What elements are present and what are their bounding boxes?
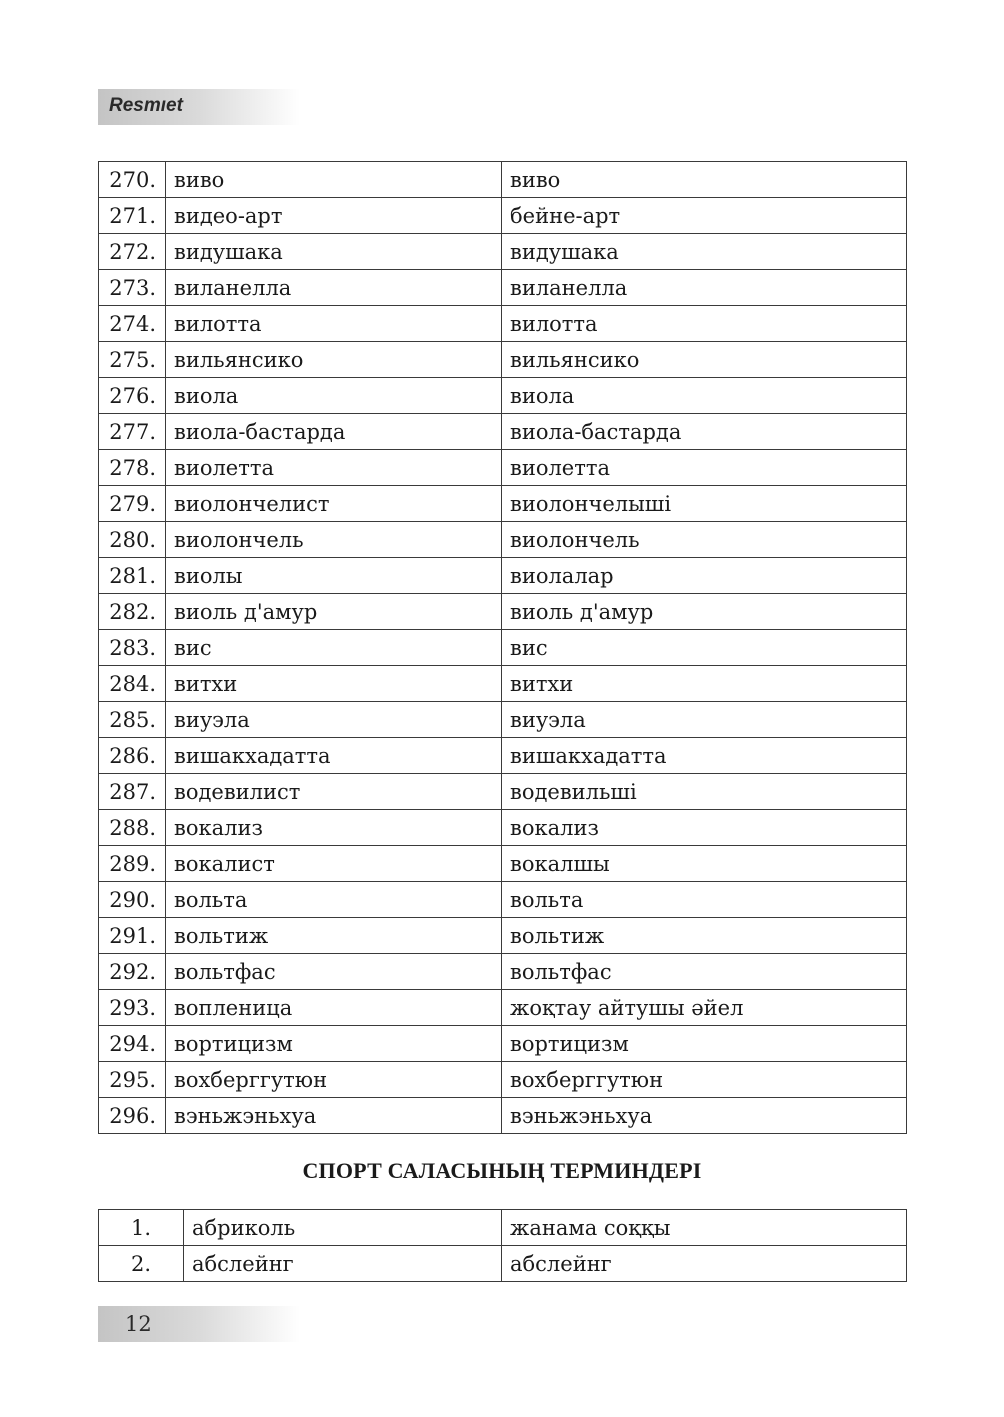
table-row xyxy=(99,486,907,522)
term-kazakh: жоқтау айтушы әйел xyxy=(502,990,907,1026)
term-russian: виоль д'амур xyxy=(166,594,502,630)
term-kazakh: вис xyxy=(502,630,907,666)
term-kazakh: виола xyxy=(502,378,907,414)
table-row xyxy=(99,522,907,558)
row-number: 286. xyxy=(99,738,166,774)
term-kazakh: вольта xyxy=(502,882,907,918)
row-number: 294. xyxy=(99,1026,166,1062)
row-number: 282. xyxy=(99,594,166,630)
term-kazakh: водевильші xyxy=(502,774,907,810)
table-row xyxy=(99,594,907,630)
term-russian: абслейнг xyxy=(184,1246,502,1282)
term-kazakh: виво xyxy=(502,162,907,198)
row-number: 272. xyxy=(99,234,166,270)
term-russian: вокализ xyxy=(166,810,502,846)
section-title: СПОРТ САЛАСЫНЫҢ ТЕРМИНДЕРІ xyxy=(302,1158,702,1183)
term-kazakh: виланелла xyxy=(502,270,907,306)
term-kazakh: виола-бастарда xyxy=(502,414,907,450)
row-number: 289. xyxy=(99,846,166,882)
table-row xyxy=(99,774,907,810)
row-number: 276. xyxy=(99,378,166,414)
term-kazakh: вокалшы xyxy=(502,846,907,882)
table-row xyxy=(99,198,907,234)
row-number: 270. xyxy=(99,162,166,198)
table-row xyxy=(99,666,907,702)
table-row xyxy=(99,918,907,954)
main-terms-table xyxy=(98,161,907,1134)
term-russian: вилотта xyxy=(166,306,502,342)
term-russian: абриколь xyxy=(184,1210,502,1246)
term-kazakh: виолончелыші xyxy=(502,486,907,522)
row-number: 1. xyxy=(99,1210,184,1246)
table-row xyxy=(99,414,907,450)
term-russian: виолетта xyxy=(166,450,502,486)
term-kazakh: вортицизм xyxy=(502,1026,907,1062)
term-russian: вольтфас xyxy=(166,954,502,990)
row-number: 273. xyxy=(99,270,166,306)
term-russian: вокалист xyxy=(166,846,502,882)
row-number: 275. xyxy=(99,342,166,378)
term-kazakh: виолончель xyxy=(502,522,907,558)
term-russian: виола-бастарда xyxy=(166,414,502,450)
row-number: 280. xyxy=(99,522,166,558)
term-russian: видео-арт xyxy=(166,198,502,234)
term-kazakh: бейне-арт xyxy=(502,198,907,234)
table-row xyxy=(99,1210,907,1246)
term-russian: виолончелист xyxy=(166,486,502,522)
term-kazakh: виолетта xyxy=(502,450,907,486)
table-row xyxy=(99,1246,907,1282)
table-row xyxy=(99,738,907,774)
row-number: 2. xyxy=(99,1246,184,1282)
table-row xyxy=(99,810,907,846)
row-number: 287. xyxy=(99,774,166,810)
row-number: 277. xyxy=(99,414,166,450)
table-row xyxy=(99,558,907,594)
table-row xyxy=(99,846,907,882)
table-row xyxy=(99,702,907,738)
row-number: 283. xyxy=(99,630,166,666)
term-kazakh: виуэла xyxy=(502,702,907,738)
table-row xyxy=(99,954,907,990)
term-russian: вэньжэньхуа xyxy=(166,1098,502,1134)
table-row xyxy=(99,342,907,378)
table-row xyxy=(99,450,907,486)
row-number: 279. xyxy=(99,486,166,522)
footer-band xyxy=(98,1306,300,1342)
row-number: 285. xyxy=(99,702,166,738)
row-number: 271. xyxy=(99,198,166,234)
table-row xyxy=(99,234,907,270)
term-kazakh: вильянсико xyxy=(502,342,907,378)
table-row xyxy=(99,162,907,198)
table-row xyxy=(99,630,907,666)
row-number: 274. xyxy=(99,306,166,342)
term-russian: видушака xyxy=(166,234,502,270)
term-russian: виола xyxy=(166,378,502,414)
term-kazakh: вэньжэньхуа xyxy=(502,1098,907,1134)
term-russian: вильянсико xyxy=(166,342,502,378)
term-kazakh: вокализ xyxy=(502,810,907,846)
term-kazakh: абслейнг xyxy=(502,1246,907,1282)
term-russian: вохберггутюн xyxy=(166,1062,502,1098)
table-row xyxy=(99,1026,907,1062)
term-russian: виолончель xyxy=(166,522,502,558)
row-number: 290. xyxy=(99,882,166,918)
row-number: 296. xyxy=(99,1098,166,1134)
header-label: Resmıet xyxy=(109,95,183,116)
term-russian: вишакхадатта xyxy=(166,738,502,774)
term-kazakh: жанама соққы xyxy=(502,1210,907,1246)
row-number: 278. xyxy=(99,450,166,486)
table-row xyxy=(99,990,907,1026)
term-kazakh: виолалар xyxy=(502,558,907,594)
row-number: 284. xyxy=(99,666,166,702)
term-russian: виолы xyxy=(166,558,502,594)
term-russian: вопленица xyxy=(166,990,502,1026)
term-kazakh: вохберггутюн xyxy=(502,1062,907,1098)
term-kazakh: вольтфас xyxy=(502,954,907,990)
term-russian: виуэла xyxy=(166,702,502,738)
term-russian: вис xyxy=(166,630,502,666)
table-row xyxy=(99,378,907,414)
term-russian: виланелла xyxy=(166,270,502,306)
row-number: 288. xyxy=(99,810,166,846)
term-russian: вортицизм xyxy=(166,1026,502,1062)
table-row xyxy=(99,1098,907,1134)
term-russian: вольта xyxy=(166,882,502,918)
term-kazakh: видушака xyxy=(502,234,907,270)
table-row xyxy=(99,1062,907,1098)
term-russian: водевилист xyxy=(166,774,502,810)
row-number: 291. xyxy=(99,918,166,954)
row-number: 295. xyxy=(99,1062,166,1098)
term-russian: вольтиж xyxy=(166,918,502,954)
term-kazakh: вольтиж xyxy=(502,918,907,954)
page-number: 12 xyxy=(125,1312,152,1336)
term-kazakh: вилотта xyxy=(502,306,907,342)
term-kazakh: витхи xyxy=(502,666,907,702)
term-russian: витхи xyxy=(166,666,502,702)
table-row xyxy=(99,306,907,342)
header-band xyxy=(98,89,300,125)
table-row xyxy=(99,882,907,918)
term-kazakh: виоль д'амур xyxy=(502,594,907,630)
row-number: 292. xyxy=(99,954,166,990)
row-number: 281. xyxy=(99,558,166,594)
row-number: 293. xyxy=(99,990,166,1026)
sport-terms-table xyxy=(98,1209,907,1282)
term-russian: виво xyxy=(166,162,502,198)
table-row xyxy=(99,270,907,306)
term-kazakh: вишакхадатта xyxy=(502,738,907,774)
